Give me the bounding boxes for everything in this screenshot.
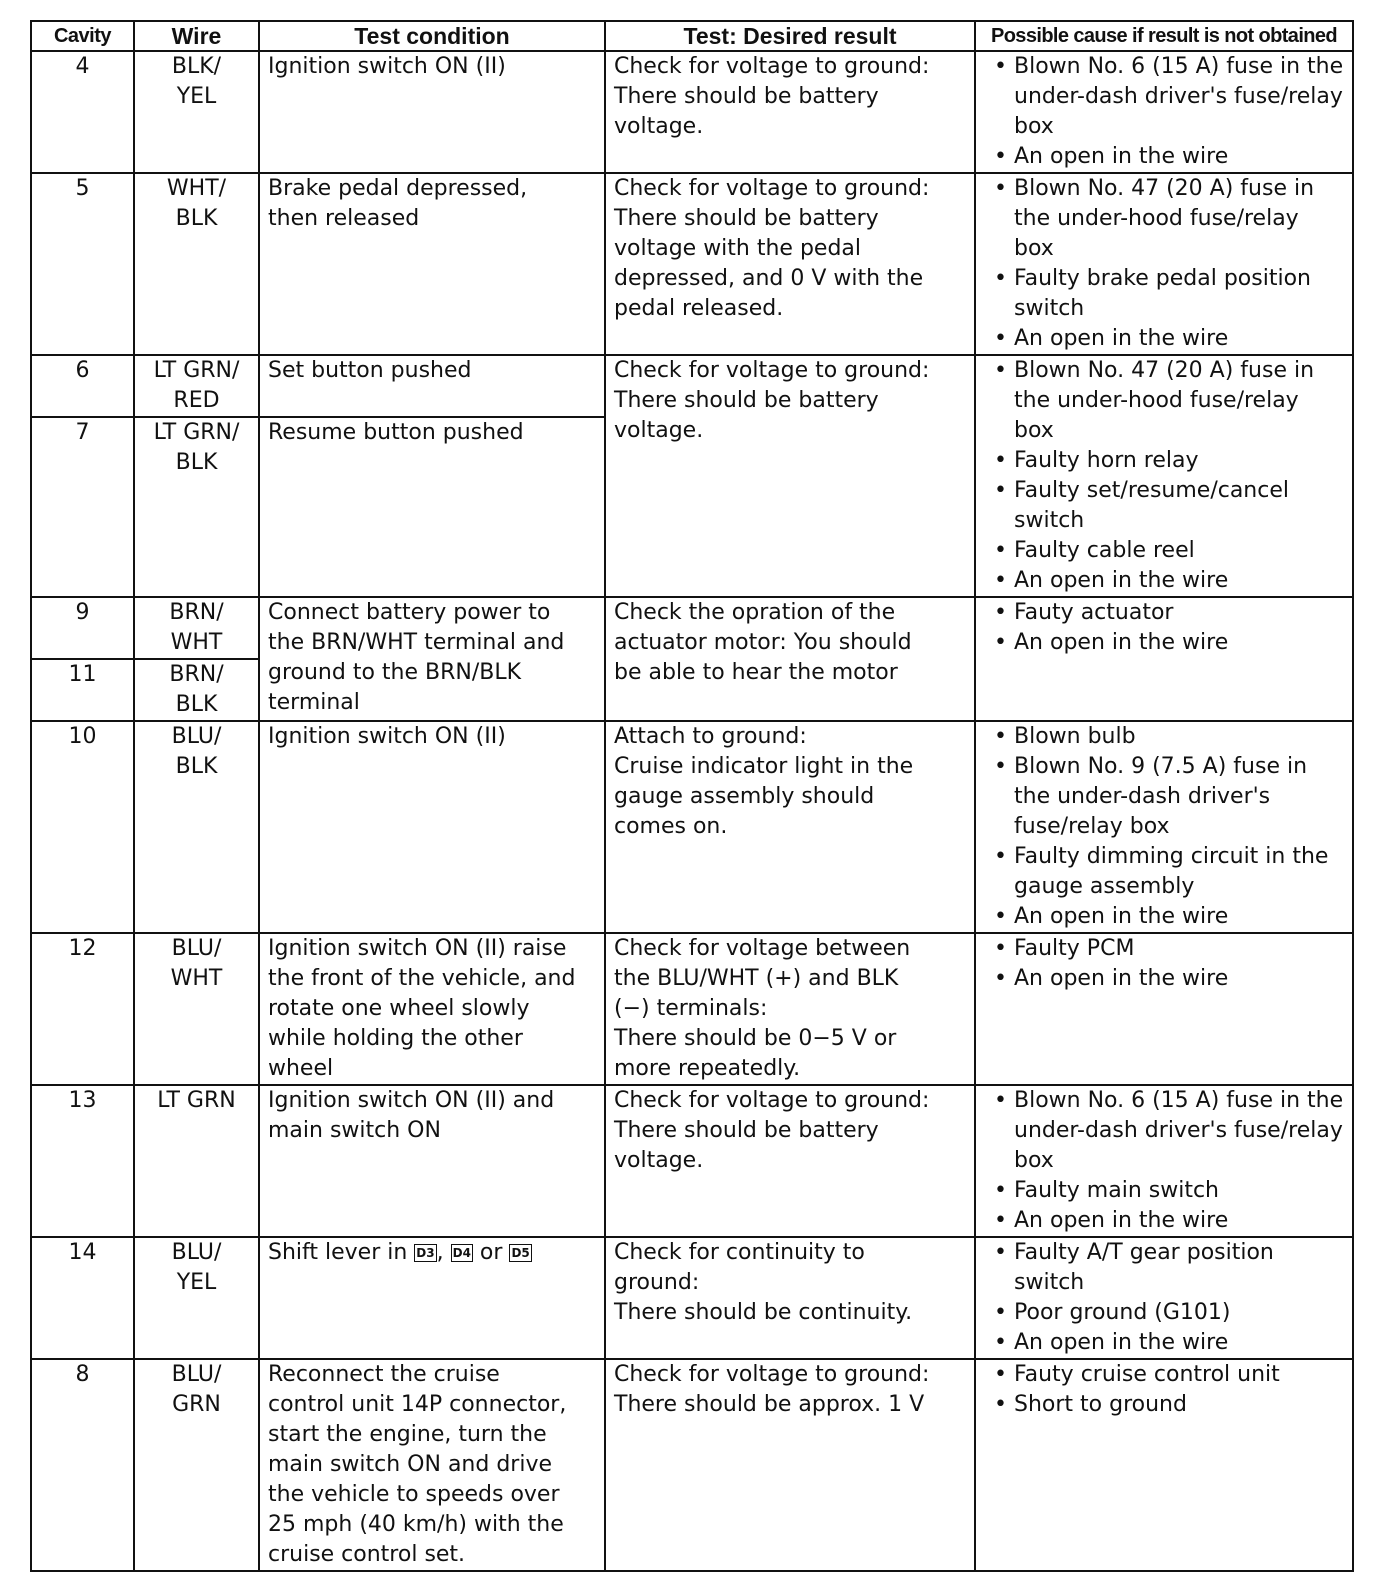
result-cell: Check for continuity to ground: There should be continuity. — [605, 1237, 975, 1359]
condition-cell: Brake pedal depressed, then released — [259, 173, 605, 355]
cause-item: • An open in the wire — [984, 142, 1344, 172]
cavity-cell: 11 — [31, 659, 134, 721]
table-row — [31, 173, 1353, 355]
gear-d4-icon: D4 — [452, 1246, 471, 1260]
header-cavity: Cavity — [31, 21, 134, 51]
cause-list — [984, 1360, 1344, 1420]
table-row — [31, 1237, 1353, 1359]
wire-cell: BLU/ YEL — [134, 1237, 259, 1359]
result-cell: Check for voltage to ground: There should be battery voltage. — [605, 1085, 975, 1237]
result-cell: Check the opration of the actuator motor: You should be able to hear the motor — [605, 597, 975, 721]
gear-d3-icon: D3 — [416, 1246, 435, 1260]
cause-list — [984, 598, 1344, 658]
table-row — [31, 51, 1353, 173]
cause-item: • Faulty dimming circuit in the gauge assembly — [984, 842, 1344, 902]
table-row — [31, 933, 1353, 1085]
cause-item: • Blown bulb — [984, 722, 1344, 752]
cause-cell — [975, 1359, 1353, 1571]
cause-cell — [975, 933, 1353, 1085]
cause-item: • An open in the wire — [984, 628, 1344, 658]
wire-cell: BLK/ YEL — [134, 51, 259, 173]
condition-text: Shift lever in — [268, 1240, 408, 1265]
result-cell: Check for voltage between the BLU/WHT (+) and BLK (−) terminals: There should be 0−5 V or more repeatedly. — [605, 933, 975, 1085]
table-row — [31, 597, 1353, 659]
cause-list — [984, 52, 1344, 172]
cavity-cell: 6 — [31, 355, 134, 417]
condition-cell: Connect battery power to the BRN/WHT terminal and ground to the BRN/BLK terminal — [259, 597, 605, 721]
result-cell: Attach to ground: Cruise indicator light in the gauge assembly should comes on. — [605, 721, 975, 933]
condition-cell: Ignition switch ON (II) — [259, 51, 605, 173]
header-desired-result: Test: Desired result — [605, 21, 975, 51]
cavity-cell: 8 — [31, 1359, 134, 1571]
cause-item: • Faulty set/resume/cancel switch — [984, 476, 1344, 536]
cause-item: • Faulty A/T gear position switch — [984, 1238, 1344, 1298]
cause-item: • Poor ground (G101) — [984, 1298, 1344, 1328]
separator-or: or — [479, 1240, 503, 1265]
cause-item: • Faulty cable reel — [984, 536, 1344, 566]
cause-item: • Faulty main switch — [984, 1176, 1344, 1206]
cavity-cell: 14 — [31, 1237, 134, 1359]
cause-list — [984, 934, 1344, 994]
cause-item: • Faulty PCM — [984, 934, 1344, 964]
wire-cell: BLU/ WHT — [134, 933, 259, 1085]
cause-list — [984, 1086, 1344, 1236]
gear-d5-icon: D5 — [511, 1246, 530, 1260]
header-test-condition: Test condition — [259, 21, 605, 51]
result-cell: Check for voltage to ground: There should be battery voltage. — [605, 51, 975, 173]
cavity-cell: 7 — [31, 417, 134, 597]
condition-cell: Set button pushed — [259, 355, 605, 417]
cause-item: • Blown No. 47 (20 A) fuse in the under-hood fuse/relay box — [984, 356, 1344, 446]
table-row — [31, 355, 1353, 417]
table-row — [31, 721, 1353, 933]
cause-item: • Blown No. 6 (15 A) fuse in the under-dash driver's fuse/relay box — [984, 52, 1344, 142]
wire-cell: BLU/ BLK — [134, 721, 259, 933]
cause-item: • Faulty horn relay — [984, 446, 1344, 476]
condition-cell: Ignition switch ON (II) — [259, 721, 605, 933]
cause-item: • Blown No. 9 (7.5 A) fuse in the under-dash driver's fuse/relay box — [984, 752, 1344, 842]
wire-cell: LT GRN/ BLK — [134, 417, 259, 597]
cause-item: • Short to ground — [984, 1390, 1344, 1420]
cause-item: • An open in the wire — [984, 1206, 1344, 1236]
wire-cell: WHT/ BLK — [134, 173, 259, 355]
result-cell: Check for voltage to ground: There should be approx. 1 V — [605, 1359, 975, 1571]
cavity-cell: 4 — [31, 51, 134, 173]
table-row — [31, 1359, 1353, 1571]
cause-item: • An open in the wire — [984, 902, 1344, 932]
cause-item: • An open in the wire — [984, 1328, 1344, 1358]
header-wire: Wire — [134, 21, 259, 51]
cause-item: • Blown No. 47 (20 A) fuse in the under-hood fuse/relay box — [984, 174, 1344, 264]
condition-cell: Ignition switch ON (II) raise the front of the vehicle, and rotate one wheel slowly while holding the other wheel — [259, 933, 605, 1085]
cause-item: • Faulty brake pedal position switch — [984, 264, 1344, 324]
cause-item: • Blown No. 6 (15 A) fuse in the under-dash driver's fuse/relay box — [984, 1086, 1344, 1176]
cause-list — [984, 356, 1344, 596]
cause-item: • Fauty actuator — [984, 598, 1344, 628]
table-header — [31, 21, 1353, 51]
cavity-cell: 12 — [31, 933, 134, 1085]
condition-cell: Resume button pushed — [259, 417, 605, 597]
header-possible-cause: Possible cause if result is not obtained — [975, 21, 1353, 51]
condition-cell: Reconnect the cruise control unit 14P connector, start the engine, turn the main switch ON and drive the vehicle to speeds over 25 mph (40 km/h) with the cruise control set. — [259, 1359, 605, 1571]
cause-cell — [975, 1085, 1353, 1237]
cause-cell — [975, 597, 1353, 721]
cause-list — [984, 174, 1344, 354]
wire-cell: LT GRN/ RED — [134, 355, 259, 417]
cause-cell — [975, 51, 1353, 173]
cause-item: • An open in the wire — [984, 566, 1344, 596]
result-cell: Check for voltage to ground: There should be battery voltage with the pedal depressed, and 0 V with the pedal released. — [605, 173, 975, 355]
cause-cell — [975, 721, 1353, 933]
condition-cell: Ignition switch ON (II) and main switch ON — [259, 1085, 605, 1237]
wire-cell: LT GRN — [134, 1085, 259, 1237]
result-cell: Check for voltage to ground: There should be battery voltage. — [605, 355, 975, 597]
cruise-control-test-table — [30, 20, 1354, 1572]
cause-cell — [975, 355, 1353, 597]
condition-cell — [259, 1237, 605, 1359]
cause-list — [984, 1238, 1344, 1358]
wire-cell: BRN/ BLK — [134, 659, 259, 721]
cavity-cell: 5 — [31, 173, 134, 355]
wire-cell: BRN/ WHT — [134, 597, 259, 659]
cause-item: • Fauty cruise control unit — [984, 1360, 1344, 1390]
cause-list — [984, 722, 1344, 932]
cavity-cell: 13 — [31, 1085, 134, 1237]
cause-cell — [975, 173, 1353, 355]
separator-comma: , — [436, 1240, 444, 1265]
table-row — [31, 1085, 1353, 1237]
cavity-cell: 9 — [31, 597, 134, 659]
wire-cell: BLU/ GRN — [134, 1359, 259, 1571]
cause-cell — [975, 1237, 1353, 1359]
cause-item: • An open in the wire — [984, 964, 1344, 994]
cavity-cell: 10 — [31, 721, 134, 933]
cause-item: • An open in the wire — [984, 324, 1344, 354]
